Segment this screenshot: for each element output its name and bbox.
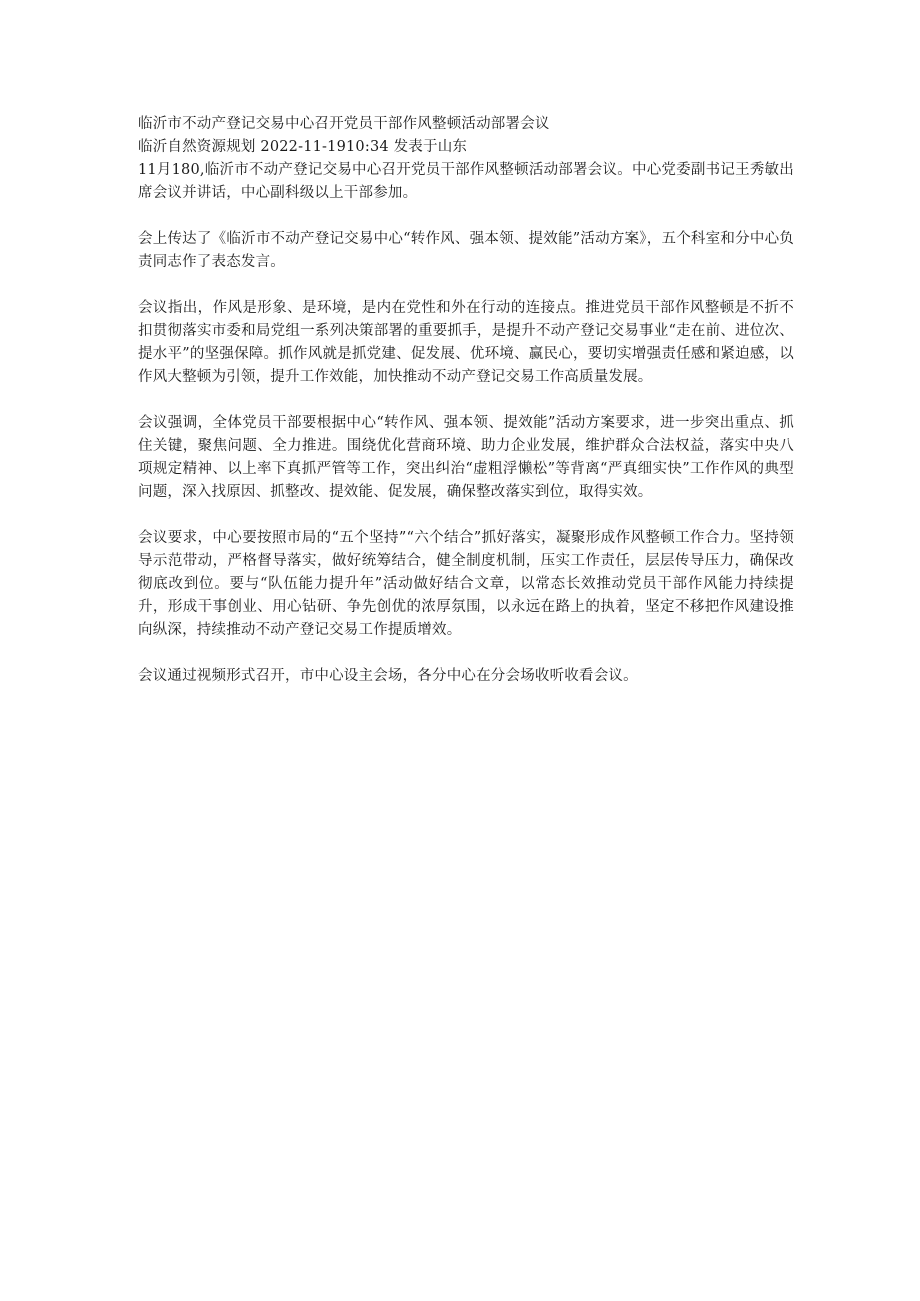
article-paragraph-5: 会议要求，中心要按照市局的“五个坚持”“六个结合”抓好落实，凝聚形成作风整顿工作合力。坚持领导示范带动，严格督导落实，做好统筹结合，健全制度机制，压实工作责任，层层传导压力，确保改彻底改到位。要与“队伍能力提升年”活动做好结合文章，以常态长效推动党员干部作风能力持续提升，形成干事创业、用心钻研、争先创优的浓厚氛围，以永远在路上的执着，坚定不移把作风建设推向纵深，持续推动不动产登记交易工作提质增效。 [138, 530, 794, 638]
article-title: 临沂市不动产登记交易中心召开党员干部作风整顿活动部署会议 [138, 116, 550, 132]
article-paragraph-6: 会议通过视频形式召开，市中心设主会场，各分中心在分会场收听收看会议。 [138, 668, 638, 684]
article-paragraph-3: 会议指出，作风是形象、是环境，是内在党性和外在行动的连接点。推进党员干部作风整顿是不折不扣贯彻落实市委和局党组一系列决策部署的重要抓手，是提升不动产登记交易事业“走在前、进位次、提水平”的坚强保障。抓作风就是抓党建、促发展、优环境、赢民心，要切实增强责任感和紧迫感，以作风大整顿为引领，提升工作效能，加快推动不动产登记交易工作高质量发展。 [138, 300, 794, 385]
article [138, 113, 794, 688]
article-paragraph-2: 会上传达了《临沂市不动产登记交易中心“转作风、强本领、提效能”活动方案》，五个科室和分中心负责同志作了表态发言。 [138, 231, 794, 270]
article-byline: 临沂自然资源规划 2022-11-1910:34 发表于山东 [138, 139, 468, 155]
article-paragraph-1: 11月180,临沂市不动产登记交易中心召开党员干部作风整顿活动部署会议。中心党委副书记王秀敏出席会议并讲话，中心副科级以上干部参加。 [138, 162, 794, 201]
article-paragraph-4: 会议强调，全体党员干部要根据中心“转作风、强本领、提效能”活动方案要求，进一步突出重点、抓住关键，聚焦问题、全力推进。围绕优化营商环境、助力企业发展，维护群众合法权益，落实中央八项规定精神、以上率下真抓严管等工作，突出纠治“虚粗浮懒松”等背离“严真细实快”工作作风的典型问题，深入找原因、抓整改、提效能、促发展，确保整改落实到位，取得实效。 [138, 415, 794, 500]
